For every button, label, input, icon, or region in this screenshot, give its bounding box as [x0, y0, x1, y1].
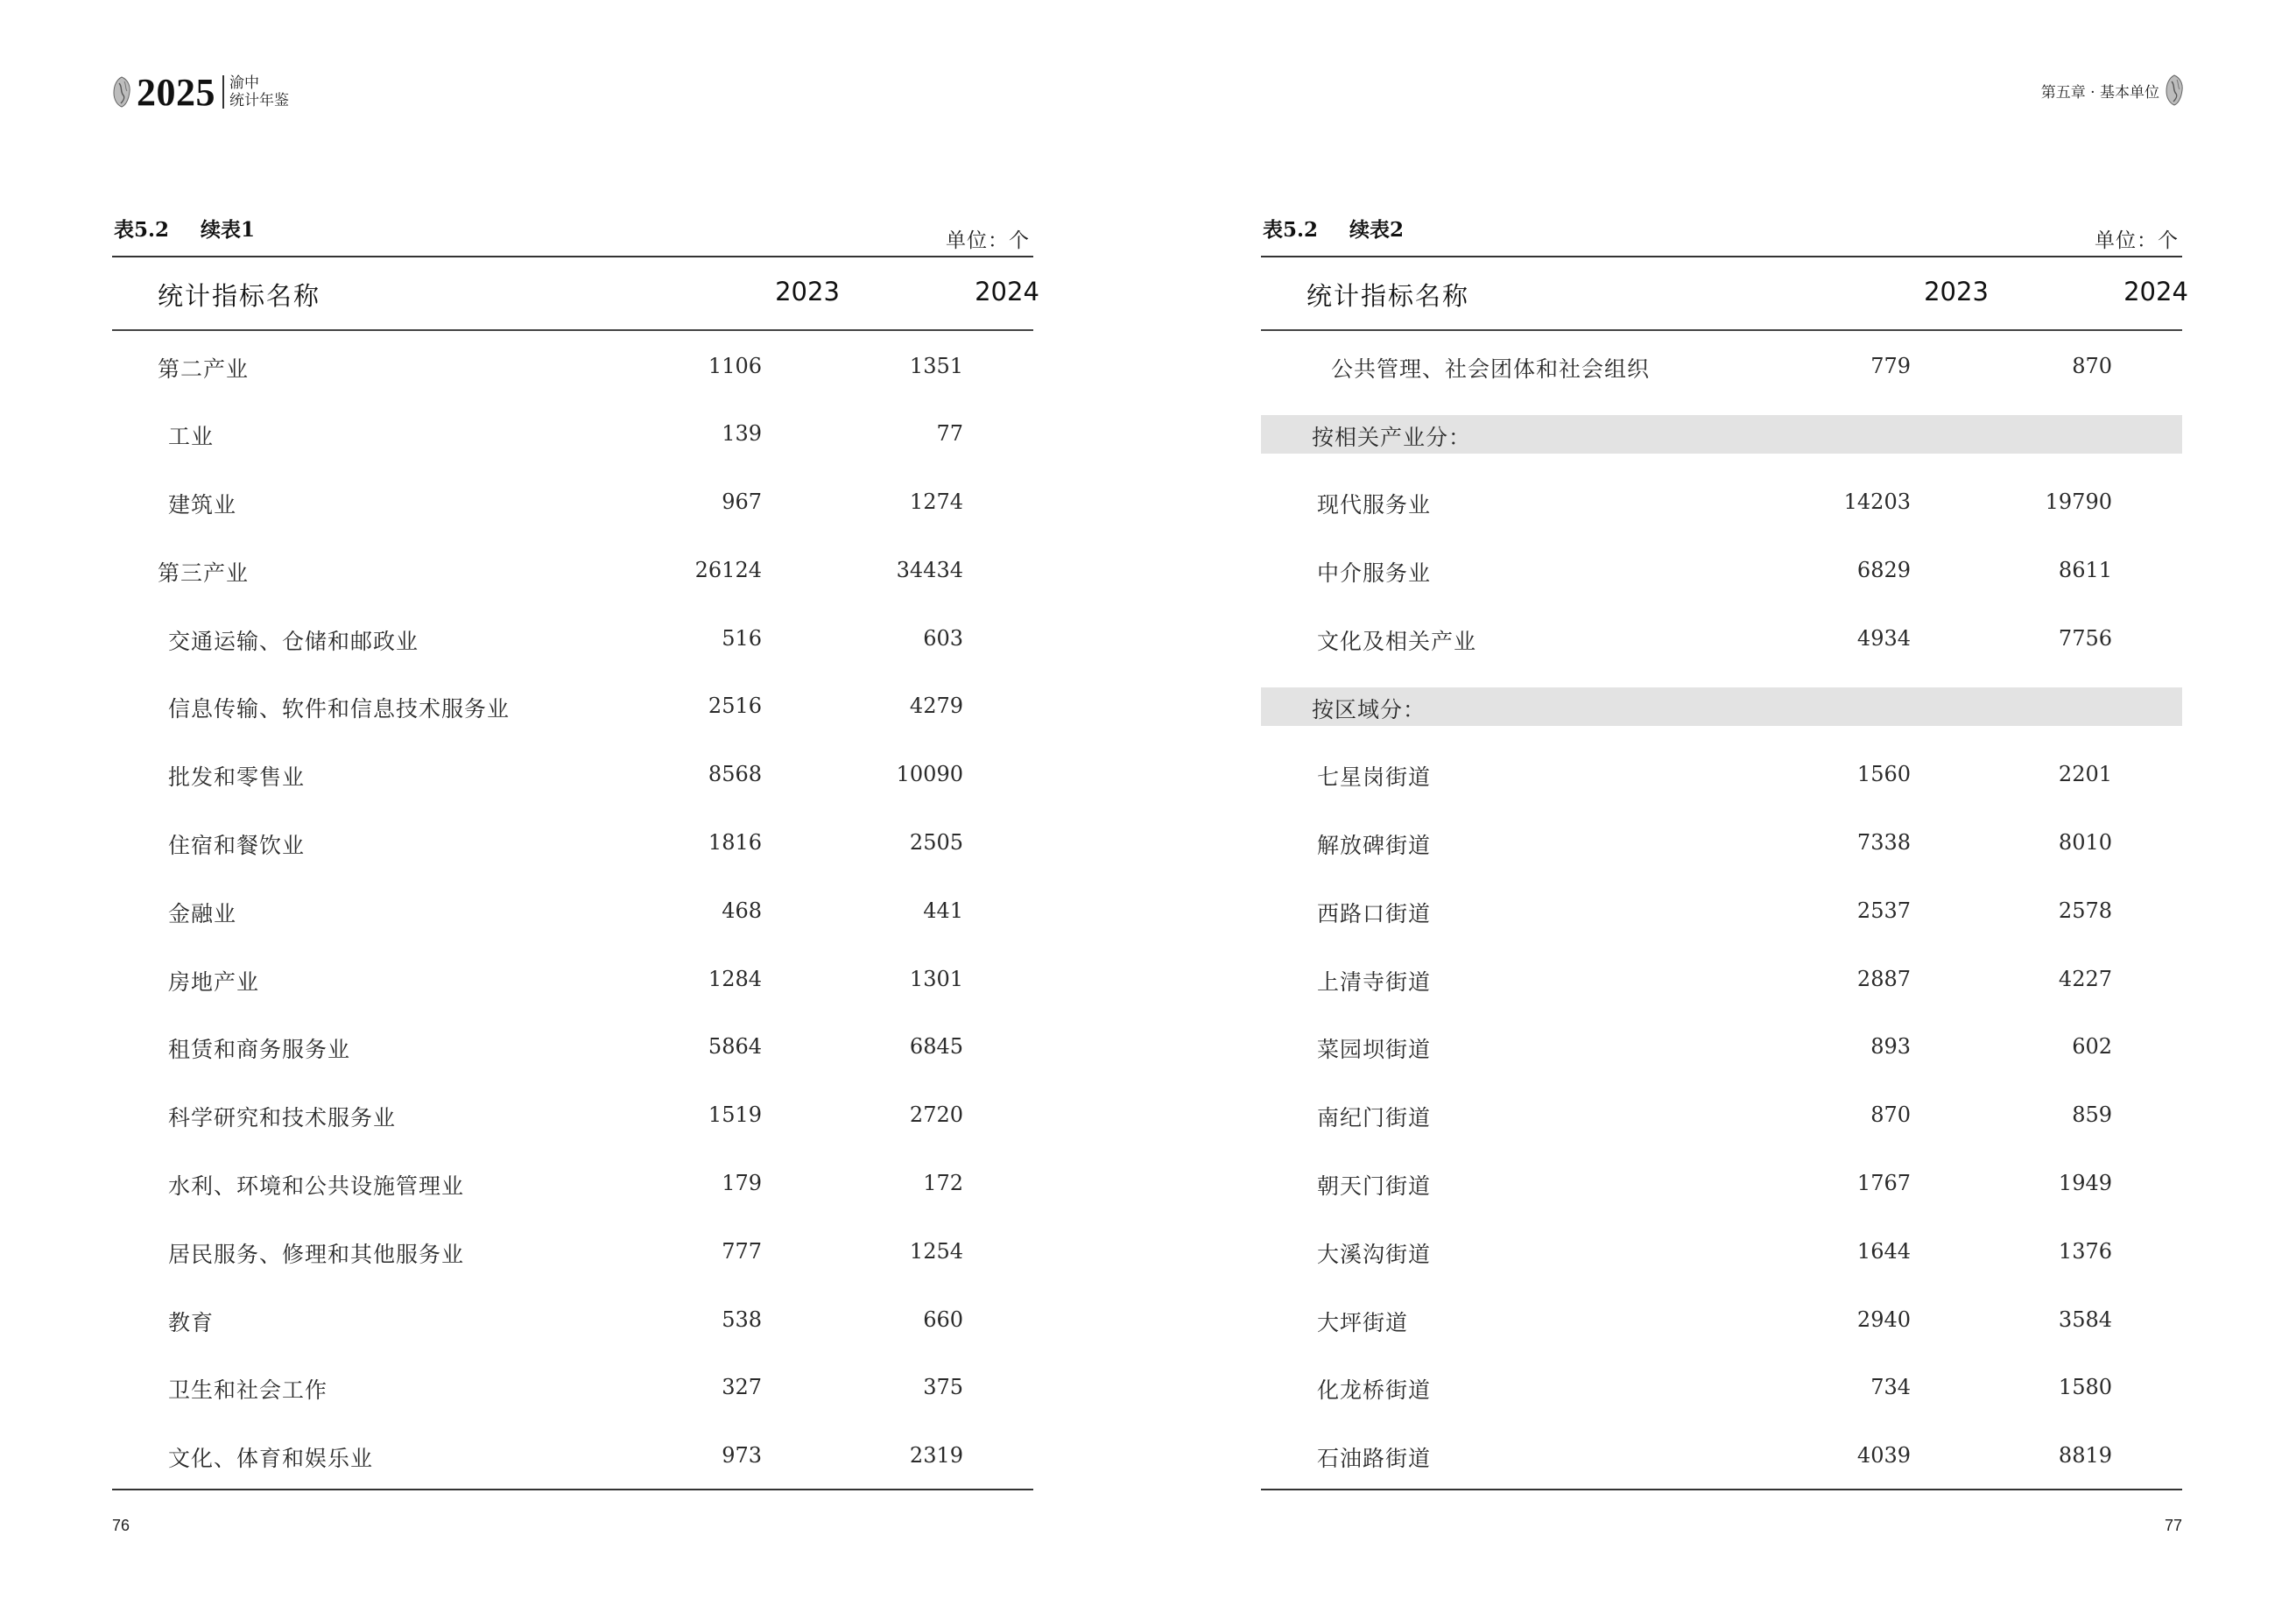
value-2023: 870: [1870, 1102, 1911, 1128]
value-2023: 179: [722, 1171, 762, 1196]
table-caption: [112, 210, 1033, 256]
value-2023: 2516: [708, 694, 762, 719]
table-row: [1261, 1148, 2182, 1216]
value-2023: 1816: [708, 830, 762, 856]
table-row: [1261, 807, 2182, 876]
value-2024: 603: [923, 625, 963, 651]
value-2024: 441: [923, 898, 963, 923]
value-2023: 777: [722, 1238, 762, 1264]
value-2024: 870: [2072, 353, 2112, 378]
table-row: [1261, 1216, 2182, 1285]
value-2024: 2201: [2058, 762, 2112, 787]
table-title: 续表1: [201, 218, 256, 242]
table-bottom-rule: [112, 1489, 1033, 1490]
row-name: 工业: [168, 424, 215, 450]
value-2024: 1254: [909, 1238, 963, 1264]
table-row: [1261, 1080, 2182, 1148]
row-name: 第三产业: [158, 560, 250, 586]
column-header-name: 统计指标名称: [158, 281, 321, 311]
table-header: [112, 257, 1039, 329]
value-2024: 4227: [2058, 966, 2112, 991]
chapter-emblem-icon: [2165, 74, 2184, 106]
table-id: 表5.2: [114, 218, 170, 242]
yearbook-logo: [112, 70, 289, 114]
table-row: [112, 398, 1033, 467]
value-2023: 1767: [1856, 1171, 1911, 1196]
table-row: [112, 535, 1033, 603]
unit-label: 单位：个: [2095, 229, 2179, 252]
value-2023: 538: [722, 1307, 762, 1332]
row-name: 菜园坝街道: [1317, 1037, 1432, 1063]
value-2023: 893: [1870, 1034, 1911, 1060]
value-2024: 2319: [909, 1443, 963, 1469]
table-header: [1261, 257, 2188, 329]
table-row: [112, 944, 1033, 1012]
value-2023: 2537: [1856, 898, 1911, 923]
table-row: [112, 1011, 1033, 1080]
table-body: [112, 331, 1033, 1490]
row-name: 住宿和餐饮业: [168, 833, 306, 859]
row-name: 解放碑街道: [1317, 833, 1432, 859]
value-2024: 77: [936, 421, 963, 447]
table-row: [1261, 1011, 2182, 1080]
value-2024: 7756: [2058, 625, 2112, 651]
table-title: 续表2: [1349, 218, 1405, 242]
row-name: 西路口街道: [1317, 900, 1432, 926]
table-row: [112, 603, 1033, 672]
value-2024: 6845: [909, 1034, 963, 1060]
page-number-right: 77: [2164, 1517, 2182, 1534]
row-name: 科学研究和技术服务业: [168, 1105, 397, 1131]
value-2024: 34434: [896, 557, 963, 582]
table-caption: [1261, 210, 2182, 256]
row-name: 金融业: [168, 900, 237, 926]
value-2023: 967: [722, 490, 762, 515]
value-2023: 7338: [1856, 830, 1911, 856]
left-page-table: [112, 210, 1039, 1490]
chapter-title: 第五章 · 基本单位: [2040, 83, 2159, 102]
value-2023: 26124: [694, 557, 762, 582]
table-row: [1261, 944, 2182, 1012]
value-2024: 1274: [909, 490, 963, 515]
right-page-table: [1261, 210, 2188, 1490]
table-row: [1261, 1285, 2182, 1353]
row-name: 大溪沟街道: [1317, 1241, 1432, 1267]
value-2024: 1351: [909, 353, 963, 378]
row-name: 水利、环境和公共设施管理业: [168, 1173, 465, 1200]
value-2023: 1106: [708, 353, 762, 378]
table-row: [112, 1216, 1033, 1285]
table-row: [112, 1420, 1033, 1489]
column-header-name: 统计指标名称: [1306, 281, 1470, 311]
page-number-left: 76: [112, 1517, 130, 1534]
value-2024: 660: [923, 1307, 963, 1332]
row-name: 居民服务、修理和其他服务业: [168, 1241, 465, 1267]
value-2023: 6829: [1856, 557, 1911, 582]
value-2024: 4279: [909, 694, 963, 719]
table-number: [114, 214, 255, 243]
row-name: 交通运输、仓储和邮政业: [168, 628, 419, 654]
value-2023: 14203: [1843, 490, 1911, 515]
row-name: 批发和零售业: [168, 764, 306, 791]
table-row: [112, 467, 1033, 535]
table-row: [1261, 467, 2182, 535]
row-name: 教育: [168, 1309, 215, 1335]
value-2024: 859: [2072, 1102, 2112, 1128]
logo-line-1: 渝中: [229, 74, 259, 92]
row-name: 化龙桥街道: [1317, 1377, 1432, 1404]
row-name: 公共管理、社会团体和社会组织: [1331, 356, 1651, 382]
table-row: [112, 1285, 1033, 1353]
column-header-2023: 2023: [1924, 277, 1989, 306]
row-name: 朝天门街道: [1317, 1173, 1432, 1200]
section-label: 按相关产业分：: [1312, 425, 1472, 451]
row-name: 房地产业: [168, 969, 260, 995]
section-row: [1261, 671, 2182, 739]
value-2024: 1949: [2058, 1171, 2112, 1196]
value-2023: 1284: [708, 966, 762, 991]
table-row: [112, 1352, 1033, 1420]
column-header-2024: 2024: [2123, 277, 2188, 306]
value-2024: 2505: [909, 830, 963, 856]
value-2024: 8611: [2058, 557, 2112, 582]
row-name: 南纪门街道: [1317, 1105, 1432, 1131]
value-2024: 1376: [2058, 1238, 2112, 1264]
value-2024: 1301: [909, 966, 963, 991]
logo-line-2: 统计年鉴: [229, 92, 289, 109]
value-2023: 1519: [708, 1102, 762, 1128]
row-name: 石油路街道: [1317, 1446, 1432, 1472]
column-header-2024: 2024: [975, 277, 1039, 306]
row-name: 现代服务业: [1317, 492, 1432, 518]
row-name: 中介服务业: [1317, 560, 1432, 586]
table-row: [112, 331, 1033, 399]
value-2024: 10090: [896, 762, 963, 787]
value-2023: 734: [1870, 1375, 1911, 1400]
value-2023: 139: [722, 421, 762, 447]
value-2023: 2887: [1856, 966, 1911, 991]
table-id: 表5.2: [1263, 218, 1319, 242]
row-name: 租赁和商务服务业: [168, 1037, 351, 1063]
row-name: 七星岗街道: [1317, 764, 1432, 791]
value-2024: 602: [2072, 1034, 2112, 1060]
row-name: 卫生和社会工作: [168, 1377, 328, 1404]
column-header-2023: 2023: [775, 277, 840, 306]
row-name: 大坪街道: [1317, 1309, 1409, 1335]
value-2024: 2578: [2058, 898, 2112, 923]
unit-label: 单位：个: [946, 229, 1030, 252]
logo-divider: [222, 75, 224, 109]
table-row: [1261, 1420, 2182, 1489]
value-2024: 8819: [2058, 1443, 2112, 1469]
row-name: 文化、体育和娱乐业: [168, 1446, 374, 1472]
table-row: [112, 671, 1033, 739]
row-name: 文化及相关产业: [1317, 628, 1477, 654]
table-row: [112, 1148, 1033, 1216]
table-number: [1263, 214, 1404, 243]
value-2023: 516: [722, 625, 762, 651]
value-2024: 3584: [2058, 1307, 2112, 1332]
value-2023: 8568: [708, 762, 762, 787]
value-2024: 8010: [2058, 830, 2112, 856]
table-row: [112, 739, 1033, 807]
table-row: [1261, 876, 2182, 944]
value-2023: 973: [722, 1443, 762, 1469]
value-2024: 172: [923, 1171, 963, 1196]
row-name: 信息传输、软件和信息技术服务业: [168, 696, 511, 722]
section-row: [1261, 398, 2182, 467]
row-name: 上清寺街道: [1317, 969, 1432, 995]
table-row: [112, 1080, 1033, 1148]
logo-emblem-icon: [112, 76, 131, 108]
row-name: 建筑业: [168, 492, 237, 518]
value-2023: 779: [1870, 353, 1911, 378]
table-row: [1261, 739, 2182, 807]
table-row: [1261, 535, 2182, 603]
value-2023: 5864: [708, 1034, 762, 1060]
value-2023: 1644: [1856, 1238, 1911, 1264]
table-row: [112, 807, 1033, 876]
logo-title: [229, 74, 289, 109]
value-2024: 375: [923, 1375, 963, 1400]
table-row: [112, 876, 1033, 944]
value-2023: 468: [722, 898, 762, 923]
table-bottom-rule: [1261, 1489, 2182, 1490]
section-label: 按区域分：: [1312, 697, 1426, 723]
value-2024: 2720: [909, 1102, 963, 1128]
row-name: 第二产业: [158, 356, 250, 382]
table-row: [1261, 1352, 2182, 1420]
value-2023: 1560: [1856, 762, 1911, 787]
logo-year: 2025: [137, 70, 215, 114]
value-2023: 4039: [1856, 1443, 1911, 1469]
value-2023: 2940: [1856, 1307, 1911, 1332]
value-2023: 327: [722, 1375, 762, 1400]
value-2023: 4934: [1856, 625, 1911, 651]
chapter-header: [2041, 75, 2184, 105]
table-body: [1261, 331, 2182, 1490]
table-row: [1261, 331, 2182, 399]
value-2024: 1580: [2058, 1375, 2112, 1400]
value-2024: 19790: [2045, 490, 2112, 515]
table-row: [1261, 603, 2182, 672]
